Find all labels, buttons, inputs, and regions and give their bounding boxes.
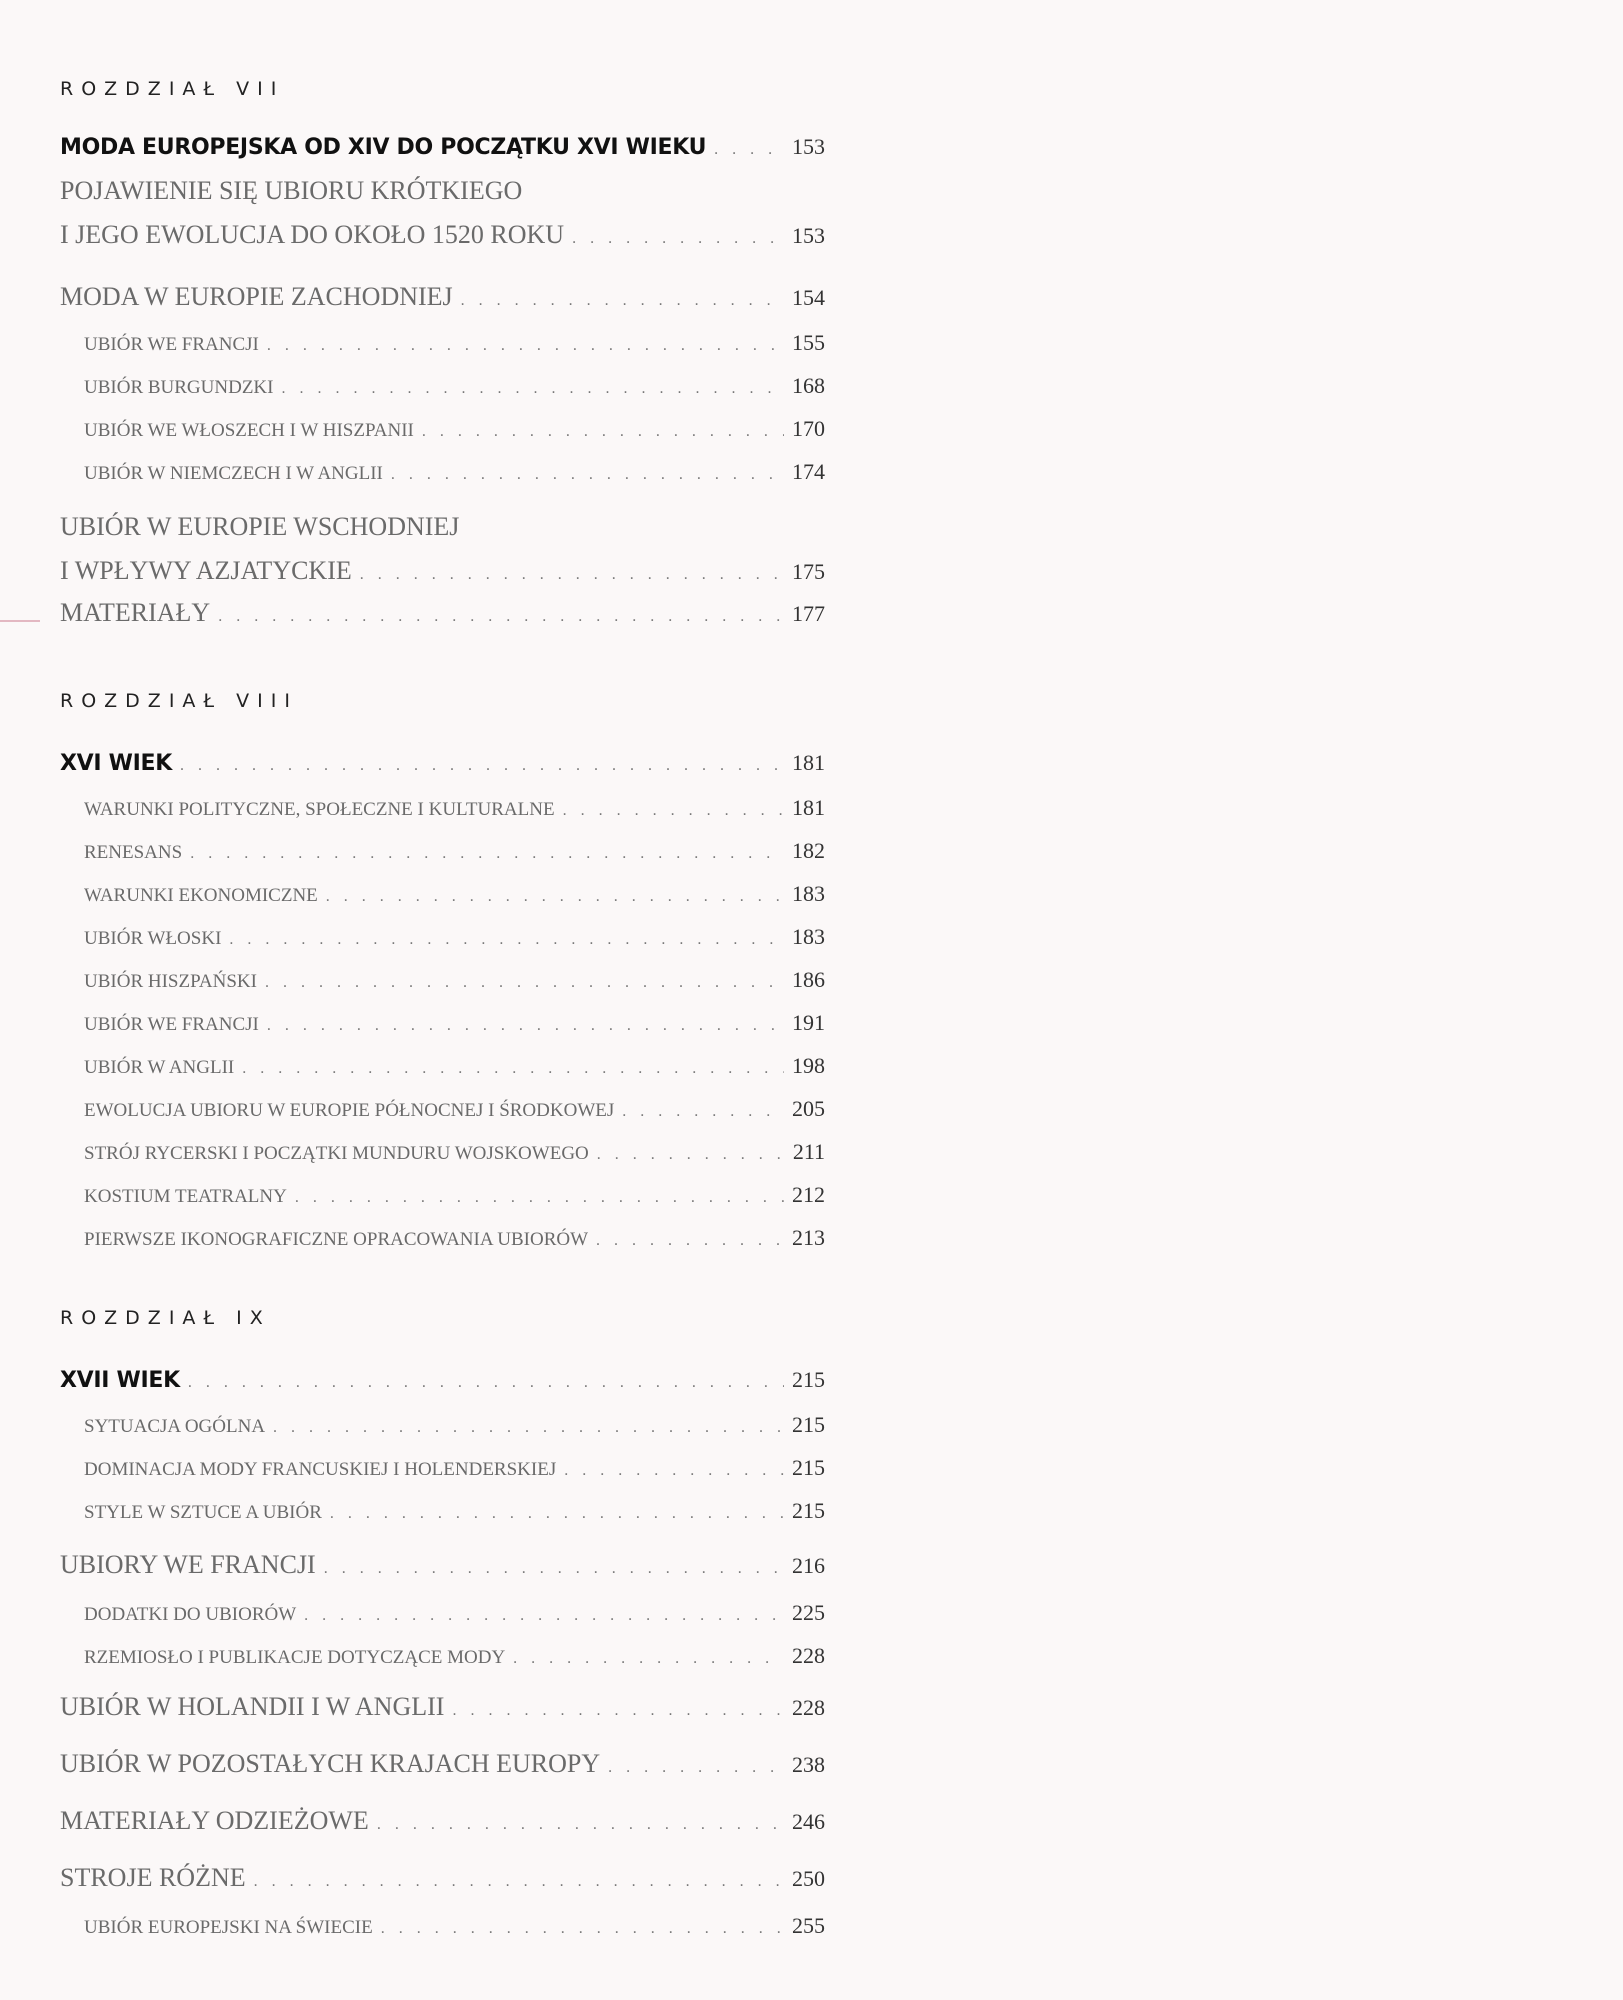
subsection-entry[interactable]: DOMINACJA MODY FRANCUSKIEJ I HOLENDERSKIEJ . . . 215	[60, 1455, 825, 1481]
section-title[interactable]: MODA W EUROPIE ZACHODNIEJ . . . 154	[60, 282, 825, 312]
page-number: 228	[792, 1695, 825, 1720]
page-number: 177	[792, 601, 825, 626]
subsection-entry[interactable]: RZEMIOSŁO I PUBLIKACJE DOTYCZĄCE MODY . . . 228	[60, 1643, 825, 1669]
page-number: 181	[792, 795, 825, 820]
page-number: 191	[792, 1010, 825, 1035]
leader-dots	[391, 466, 784, 484]
leader-dots	[324, 1560, 784, 1578]
leader-dots	[572, 230, 784, 248]
section-title[interactable]: UBIÓR W POZOSTAŁYCH KRAJACH EUROPY . . . 238	[60, 1749, 825, 1779]
leader-dots	[188, 1374, 784, 1392]
section-title-line[interactable]: POJAWIENIE SIĘ UBIORU KRÓTKIEGO	[60, 176, 523, 205]
chapter-title[interactable]: XVII WIEK . . . 215	[60, 1367, 825, 1393]
leader-dots	[608, 1759, 784, 1777]
leader-dots	[452, 1702, 784, 1720]
subsection-entry[interactable]: PIERWSZE IKONOGRAFICZNE OPRACOWANIA UBIORÓW . . . 213	[60, 1225, 825, 1251]
leader-dots	[564, 1462, 784, 1480]
subsection-entry[interactable]: UBIÓR EUROPEJSKI NA ŚWIECIE . . . 255	[60, 1913, 825, 1939]
page-number: 228	[792, 1643, 825, 1668]
page-number: 168	[792, 373, 825, 398]
leader-dots	[190, 845, 784, 863]
page-number: 186	[792, 967, 825, 992]
chapter-title[interactable]: MODA EUROPEJSKA OD XIV DO POCZĄTKU XVI WIEKU . . . 153	[60, 134, 825, 160]
page-number: 153	[792, 134, 825, 159]
subsection-entry[interactable]: UBIÓR W NIEMCZECH I W ANGLII . . . 174	[60, 459, 825, 485]
subsection-entry[interactable]: UBIÓR W ANGLII . . . 198	[60, 1053, 825, 1079]
section-title[interactable]: MATERIAŁY . . . 177	[60, 598, 825, 628]
leader-dots	[267, 1017, 784, 1035]
leader-dots	[360, 566, 784, 584]
leader-dots	[304, 1607, 784, 1625]
subsection-entry[interactable]: RENESANS . . . 182	[60, 838, 825, 864]
leader-dots	[267, 337, 784, 355]
section-title[interactable]: MATERIAŁY ODZIEŻOWE . . . 246	[60, 1806, 825, 1836]
page-number: 250	[792, 1866, 825, 1891]
leader-dots	[229, 931, 784, 949]
page-number: 211	[792, 1139, 825, 1164]
page-number: 182	[792, 838, 825, 863]
subsection-entry[interactable]: UBIÓR WŁOSKI . . . 183	[60, 924, 825, 950]
subsection-entry[interactable]: SYTUACJA OGÓLNA . . . 215	[60, 1412, 825, 1438]
subsection-entry[interactable]: STRÓJ RYCERSKI I POCZĄTKI MUNDURU WOJSKOWEGO . . . 211	[60, 1139, 825, 1165]
subsection-entry[interactable]: WARUNKI POLITYCZNE, SPOŁECZNE I KULTURALNE . . . 181	[60, 795, 825, 821]
leader-dots	[597, 1146, 785, 1164]
page-number: 215	[792, 1367, 825, 1392]
page-number: 246	[792, 1809, 825, 1834]
leader-dots	[377, 1816, 784, 1834]
section-title[interactable]: I JEGO EWOLUCJA DO OKOŁO 1520 ROKU . . . 153	[60, 220, 825, 250]
page-number: 154	[792, 285, 825, 310]
section-title-line[interactable]: UBIÓR W EUROPIE WSCHODNIEJ	[60, 512, 460, 541]
page-number: 183	[792, 881, 825, 906]
leader-dots	[295, 1189, 784, 1207]
leader-dots	[330, 1505, 784, 1523]
page-number: 238	[792, 1752, 825, 1777]
page-number: 183	[792, 924, 825, 949]
page-number: 153	[792, 223, 825, 248]
page-number: 215	[792, 1455, 825, 1480]
page-number: 213	[792, 1225, 825, 1250]
page-number: 170	[792, 416, 825, 441]
chapter-title[interactable]: XVI WIEK . . . 181	[60, 750, 825, 776]
leader-dots	[281, 380, 784, 398]
leader-dots	[461, 292, 784, 310]
chapter-heading: ROZDZIAŁ IX	[60, 1307, 271, 1329]
leader-dots	[513, 1650, 784, 1668]
chapter-heading: ROZDZIAŁ VII	[60, 78, 285, 100]
page-number: 216	[792, 1553, 825, 1578]
leader-dots	[622, 1103, 784, 1121]
section-title[interactable]: STROJE RÓŻNE . . . 250	[60, 1863, 825, 1893]
leader-dots	[242, 1060, 784, 1078]
leader-dots	[218, 608, 784, 626]
subsection-entry[interactable]: UBIÓR BURGUNDZKI . . . 168	[60, 373, 825, 399]
page-number: 155	[792, 330, 825, 355]
leader-dots	[714, 141, 784, 159]
page-number: 174	[792, 459, 825, 484]
leader-dots	[563, 802, 784, 820]
leader-dots	[180, 757, 784, 775]
subsection-entry[interactable]: EWOLUCJA UBIORU W EUROPIE PÓŁNOCNEJ I ŚRODKOWEJ . . . 205	[60, 1096, 825, 1122]
page-number: 215	[792, 1498, 825, 1523]
leader-dots	[381, 1920, 784, 1938]
section-title[interactable]: UBIORY WE FRANCJI . . . 216	[60, 1550, 825, 1580]
subsection-entry[interactable]: KOSTIUM TEATRALNY . . . 212	[60, 1182, 825, 1208]
leader-dots	[265, 974, 784, 992]
subsection-entry[interactable]: UBIÓR WE FRANCJI . . . 191	[60, 1010, 825, 1036]
section-title[interactable]: I WPŁYWY AZJATYCKIE . . . 175	[60, 556, 825, 586]
page-number: 175	[792, 559, 825, 584]
leader-dots	[422, 423, 784, 441]
page-number: 225	[792, 1600, 825, 1625]
margin-mark	[0, 620, 40, 622]
page-number: 198	[792, 1053, 825, 1078]
page-number: 215	[792, 1412, 825, 1437]
subsection-entry[interactable]: UBIÓR HISZPAŃSKI . . . 186	[60, 967, 825, 993]
section-title[interactable]: UBIÓR W HOLANDII I W ANGLII . . . 228	[60, 1692, 825, 1722]
subsection-entry[interactable]: DODATKI DO UBIORÓW . . . 225	[60, 1600, 825, 1626]
page-number: 181	[792, 750, 825, 775]
page-number: 212	[792, 1182, 825, 1207]
leader-dots	[326, 888, 784, 906]
page-number: 255	[792, 1913, 825, 1938]
chapter-heading: ROZDZIAŁ VIII	[60, 690, 298, 712]
subsection-entry[interactable]: UBIÓR WE WŁOSZECH I W HISZPANII . . . 170	[60, 416, 825, 442]
subsection-entry[interactable]: STYLE W SZTUCE A UBIÓR . . . 215	[60, 1498, 825, 1524]
leader-dots	[596, 1232, 784, 1250]
leader-dots	[273, 1419, 784, 1437]
page-number: 205	[792, 1096, 825, 1121]
subsection-entry[interactable]: WARUNKI EKONOMICZNE . . . 183	[60, 881, 825, 907]
subsection-entry[interactable]: UBIÓR WE FRANCJI . . . 155	[60, 330, 825, 356]
leader-dots	[254, 1873, 784, 1891]
